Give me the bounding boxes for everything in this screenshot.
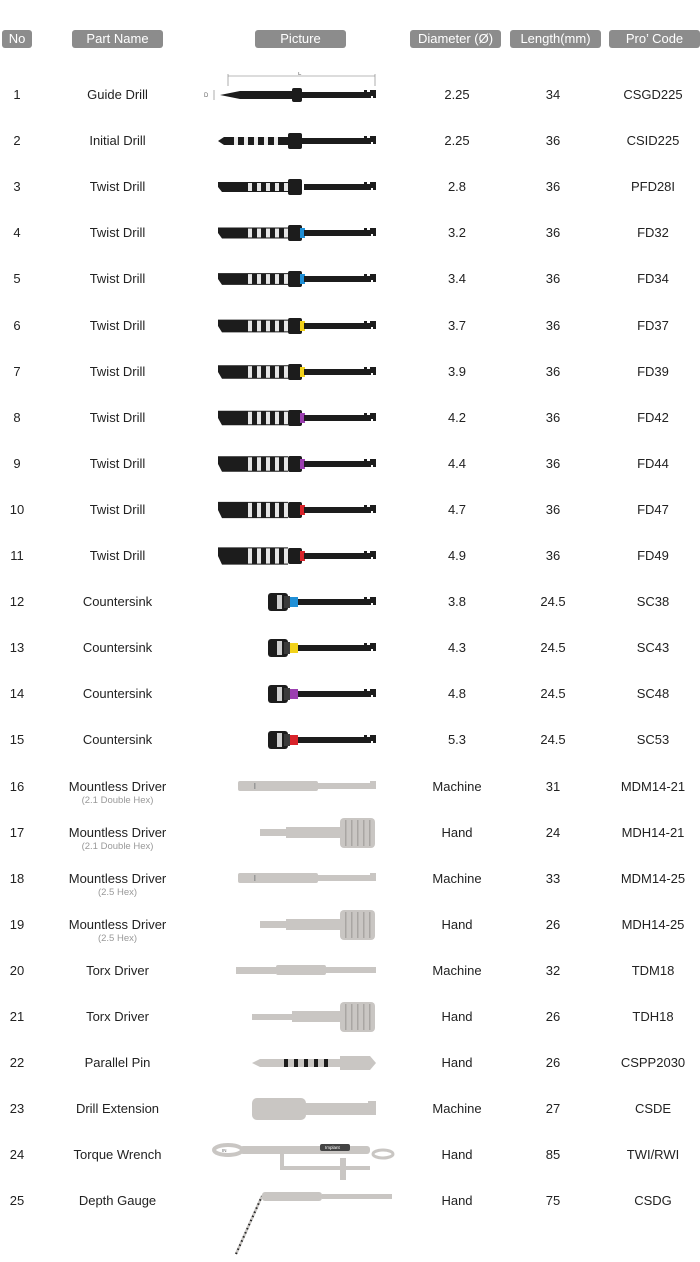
part-name-sub: (2.1 Double Hex) [81,794,154,806]
machine-driver-icon [200,764,400,810]
diameter-value: Hand [441,1055,473,1071]
table-row [0,349,700,395]
picture-cell [200,1040,400,1086]
table-row [0,118,700,164]
pro-code-value: SC48 [636,686,670,702]
row-number: 10 [9,501,25,517]
table-row [0,902,700,948]
diameter-marker: D [204,93,209,99]
pro-code-value: SC53 [636,732,670,748]
picture-cell [200,441,400,487]
diameter-value: Hand [441,824,473,840]
row-number: 4 [13,225,21,241]
torx-hand-driver-icon [200,994,400,1040]
torque-mark: IN [222,1148,227,1154]
length-value: 26 [545,1055,561,1071]
picture-cell [200,948,400,994]
table-row [0,210,700,256]
diameter-value: 4.4 [447,455,467,471]
diameter-value: Machine [432,870,482,886]
part-name [60,1178,175,1239]
table-row [0,1132,700,1178]
diameter-value: 4.7 [447,501,467,517]
twist-drill-icon [200,441,400,487]
table-row [0,487,700,533]
pro-code-value: SC43 [636,640,670,656]
part-name-label: Twist Drill [89,225,146,241]
twist-drill-icon [200,303,400,349]
table-row [0,72,700,118]
length-value: 24.5 [540,686,566,702]
length-value: 31 [545,778,561,794]
twist-drill-icon [200,349,400,395]
pro-code-value: CSDE [634,1101,672,1117]
diameter-value: 2.8 [447,179,467,195]
part-name-label: Twist Drill [89,409,146,425]
header-no: No [2,30,32,48]
twist-drill-icon [200,395,400,441]
picture-cell [200,487,400,533]
table-row [0,625,700,671]
row-number: 11 [10,548,24,563]
pro-code-value: TWI/RWI [626,1147,680,1163]
part-name-sub: (2.5 Hex) [97,886,138,898]
length-value: 36 [545,409,561,425]
part-name-label: Depth Gauge [78,1193,157,1209]
diameter-value: Machine [432,962,482,978]
pro-code-value: MDM14-25 [620,870,686,886]
length-value: 24.5 [540,594,566,610]
part-name-label: Mountless Driver [68,916,167,932]
table-row [0,671,700,717]
part-name-label: Twist Drill [89,501,146,517]
row-number: 2 [13,133,21,149]
twist-drill-icon [200,210,400,256]
pro-code-value: MDM14-21 [620,778,686,794]
diameter-value: Machine [432,1101,482,1117]
picture-cell [200,210,400,256]
picture-cell [200,902,400,948]
row-number: 9 [13,455,21,471]
part-name-label: Drill Extension [75,1101,160,1117]
length-value: 26 [545,1009,561,1024]
row-number: 14 [9,686,25,702]
row-number: 22 [9,1055,25,1071]
part-name-label: Mountless Driver [68,824,167,840]
part-name-label: Twist Drill [89,271,146,287]
length-value: 24 [545,824,561,840]
picture-cell [200,994,400,1040]
diameter-value: 4.2 [447,409,467,425]
picture-cell [200,1132,400,1178]
length-value: 75 [545,1193,561,1209]
length-value: 34 [545,87,561,102]
table-row [0,764,700,810]
pro-code-value: TDM18 [631,962,675,978]
pro-code-value: CSPP2030 [620,1055,686,1071]
length-value: 24.5 [540,732,566,748]
row-number: 16 [9,778,25,794]
part-name-label: Countersink [82,640,153,656]
picture-cell [200,303,400,349]
row-number: 5 [13,271,21,287]
part-name-label: Torx Driver [86,1009,149,1024]
row-number: 24 [9,1147,25,1163]
picture-cell [200,349,400,395]
part-name-label: Twist Drill [89,548,146,563]
part-name-label: Torx Driver [86,962,149,978]
row-number: 19 [9,916,25,932]
pro-code-value: FD32 [637,225,669,241]
part-name-label: Parallel Pin [84,1055,151,1071]
header-part-name: Part Name [72,30,163,48]
part-name-label: Countersink [82,686,153,702]
table-row [0,994,700,1040]
countersink-icon [200,717,400,763]
length-value: 36 [545,455,561,471]
length-value: 36 [545,501,561,517]
table-row [0,856,700,902]
machine-driver-icon [200,856,400,902]
table-row [0,579,700,625]
length-value: 85 [545,1147,561,1163]
countersink-icon [200,625,400,671]
part-name-label: Torque Wrench [73,1147,162,1163]
pro-code-value: CSDG [634,1193,672,1209]
picture-cell [200,118,400,164]
length-value: 32 [545,962,561,978]
twist-drill-icon [200,533,400,579]
torx-machine-driver-icon [200,948,400,994]
picture-cell [200,533,400,579]
drill-extension-icon [200,1086,400,1132]
table-row [0,164,700,210]
row-number: 21 [9,1009,25,1024]
picture-cell [200,72,400,118]
table-row [0,810,700,856]
table-row [0,441,700,487]
part-name-label: Twist Drill [89,179,146,195]
diameter-value: 4.3 [447,640,467,656]
pro-code-value: CSID225 [626,133,680,149]
table-row [0,1040,700,1086]
part-name-label: Countersink [82,732,153,748]
pro-code-value: TDH18 [632,1009,674,1024]
diameter-value: Machine [432,778,482,794]
diameter-value: Hand [441,916,473,932]
part-name-label: Mountless Driver [68,778,167,794]
header-length: Length(mm) [510,30,601,48]
pro-code-value: SC38 [636,594,670,610]
table-row [0,1178,700,1224]
pro-code-value: FD49 [637,548,669,563]
diameter-value: 2.25 [444,133,470,149]
picture-cell [200,1086,400,1132]
length-value: 33 [545,870,561,886]
length-value: 36 [545,271,561,287]
pro-code-value: FD34 [637,271,669,287]
initial-drill-icon [200,118,400,164]
picture-cell [200,625,400,671]
countersink-icon [200,671,400,717]
part-name-label: Guide Drill [87,87,148,102]
pro-code-value: FD47 [637,501,669,517]
row-number: 1 [13,87,21,102]
twist-drill-icon [200,164,400,210]
length-value: 26 [545,916,561,932]
length-value: 36 [545,225,561,241]
diameter-value: 3.4 [447,271,467,287]
diameter-value: 3.9 [447,363,467,379]
length-value: 36 [545,317,561,333]
diameter-value: 2.25 [444,87,470,102]
part-name-sub: (2.1 Double Hex) [81,840,154,852]
length-value: 24.5 [540,640,566,656]
header-pro-code: Pro’ Code [609,30,700,48]
table-row [0,395,700,441]
hand-driver-icon [200,902,400,948]
picture-cell [200,395,400,441]
hand-driver-icon [200,810,400,856]
row-number: 6 [13,317,21,333]
picture-cell [200,1178,400,1224]
picture-cell [200,810,400,856]
countersink-icon [200,579,400,625]
table-row [0,533,700,579]
brand-logo: Implant [325,1145,340,1151]
pro-code-value: FD39 [637,363,669,379]
row-number: 23 [9,1101,25,1117]
pro-code-value: MDH14-25 [621,916,685,932]
picture-cell [200,671,400,717]
length-marker: L [298,72,302,77]
row-number: 12 [9,594,25,610]
picture-cell [200,579,400,625]
length-value: 36 [545,548,561,563]
row-number: 3 [13,179,21,195]
pro-code-value: FD37 [637,317,669,333]
picture-cell [200,856,400,902]
picture-cell [200,764,400,810]
part-name-sub: (2.5 Hex) [97,932,138,944]
table-row [0,948,700,994]
diameter-value: 3.8 [447,594,467,610]
diameter-value: 3.7 [447,317,467,333]
guide-drill-icon [200,72,400,118]
parallel-pin-icon [200,1040,400,1086]
diameter-value: Hand [441,1193,473,1209]
pro-code-value: CSGD225 [623,87,683,102]
picture-cell [200,717,400,763]
header-picture: Picture [255,30,346,48]
twist-drill-icon [200,256,400,302]
part-name-label: Twist Drill [89,363,146,379]
diameter-value: Hand [441,1009,473,1024]
part-name-label: Twist Drill [89,317,146,333]
part-name-label: Mountless Driver [68,870,167,886]
length-value: 36 [545,179,561,195]
table-row [0,717,700,763]
row-number: 13 [9,640,25,656]
length-value: 36 [545,363,561,379]
pro-code-value: FD42 [637,409,669,425]
length-value: 36 [545,133,561,149]
twist-drill-icon [200,487,400,533]
picture-cell [200,256,400,302]
diameter-value: 5.3 [447,732,467,748]
diameter-value: 4.9 [447,548,467,563]
part-name-label: Initial Drill [89,133,146,149]
table-row [0,1086,700,1132]
part-name-label: Countersink [82,594,153,610]
pro-code-value: MDH14-21 [621,824,685,840]
header-diameter: Diameter (Ø) [410,30,501,48]
depth-gauge-icon [200,1192,400,1262]
table-row [0,303,700,349]
diameter-value: 4.8 [447,686,467,702]
row-number: 8 [13,409,21,425]
length-value: 27 [545,1101,561,1117]
row-number: 17 [9,824,25,840]
row-number: 7 [13,363,21,379]
part-name-label: Twist Drill [89,455,146,471]
table-row [0,256,700,302]
row-number: 15 [9,732,25,748]
picture-cell [200,164,400,210]
row-number: 18 [9,870,25,886]
diameter-value: Hand [441,1147,473,1163]
pro-code-value: PFD28I [630,179,676,195]
diameter-value: 3.2 [447,225,467,241]
row-number: 20 [9,962,25,978]
row-number: 25 [9,1193,25,1209]
pro-code-value: FD44 [637,455,669,471]
